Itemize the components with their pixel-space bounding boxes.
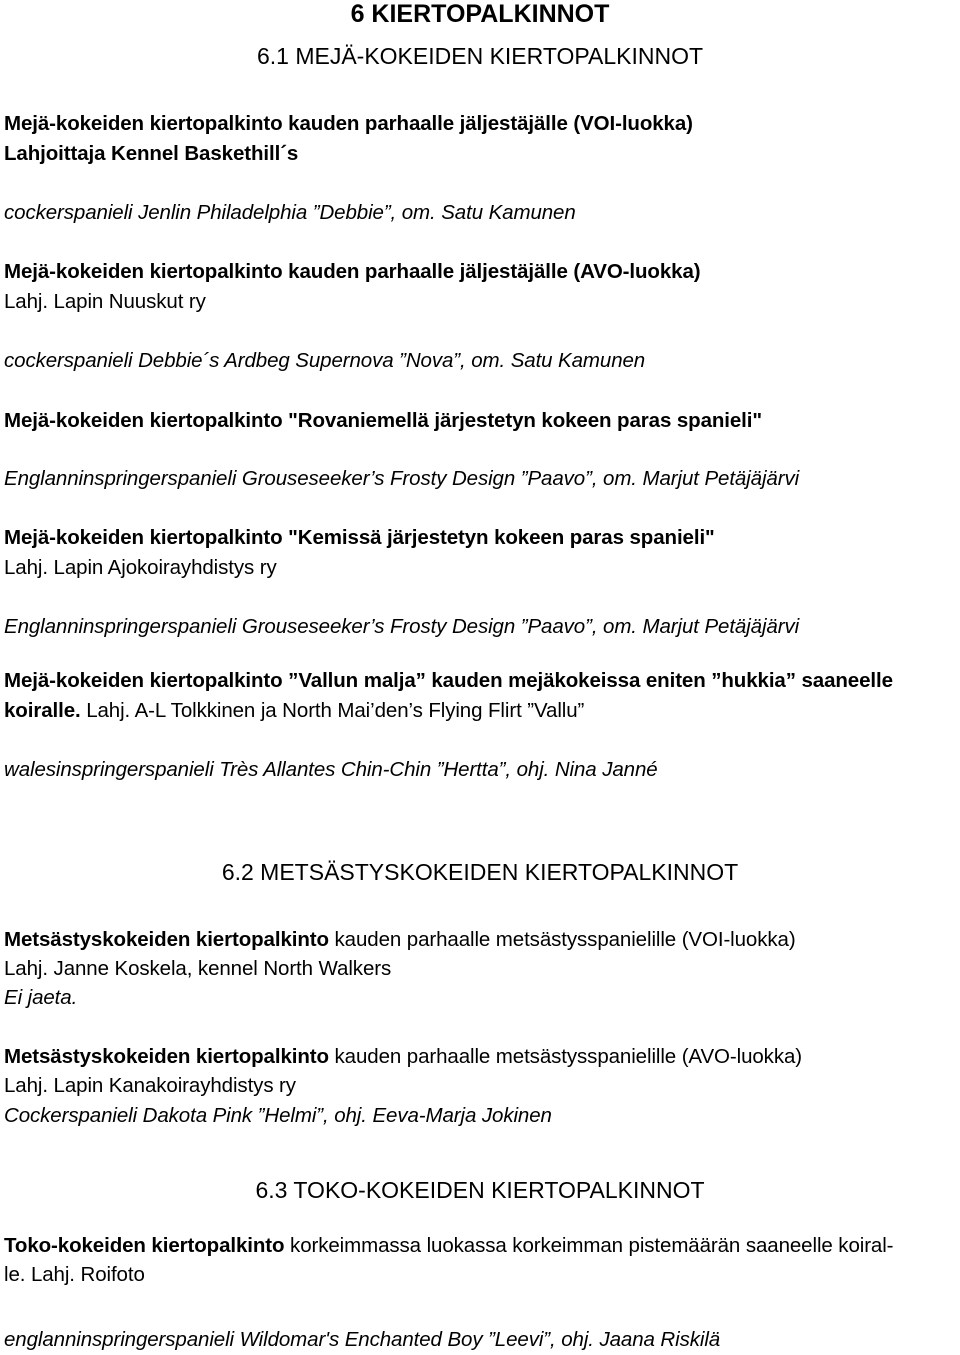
award-winner: englanninspringerspanieli Wildomar's Enchanted Boy ”Leevi”, ohj. Jaana Riskilä — [4, 1328, 721, 1351]
award-winner: cockerspanieli Jenlin Philadelphia ”Debbie”, om. Satu Kamunen — [4, 201, 576, 224]
award-title: Mejä-kokeiden kiertopalkinto ”Vallun malja” kauden mejäkokeissa eniten ”hukkia” saaneelle — [4, 669, 893, 692]
award-donor: Lahj. Lapin Ajokoirayhdistys ry — [4, 556, 277, 579]
award-winner: Englanninspringerspanieli Grouseseeker’s Frosty Design ”Paavo”, om. Marjut Petäjäjärvi — [4, 467, 800, 490]
award-title: Mejä-kokeiden kiertopalkinto "Rovaniemellä järjestetyn kokeen paras spanieli" — [4, 409, 762, 432]
award-title-rest: kauden parhaalle metsästysspanielille (AVO-luokka) — [328, 1045, 803, 1068]
award-title — [4, 1234, 893, 1258]
section-heading-meja: 6.1 MEJÄ-KOKEIDEN KIERTOPALKINNOT — [256, 43, 704, 69]
award-donor: le. Lahj. Roifoto — [4, 1263, 145, 1286]
award-donor: Lahj. Lapin Kanakoirayhdistys ry — [4, 1074, 296, 1097]
award-donor: Lahj. Lapin Nuuskut ry — [4, 290, 206, 313]
award-winner: Cockerspanieli Dakota Pink ”Helmi”, ohj. Eeva-Marja Jokinen — [4, 1104, 552, 1127]
section-heading-metsastys: 6.2 METSÄSTYSKOKEIDEN KIERTOPALKINNOT — [221, 859, 739, 885]
award-title-bold: Metsästyskokeiden kiertopalkinto — [4, 1045, 329, 1068]
award-winner: Englanninspringerspanieli Grouseseeker’s Frosty Design ”Paavo”, om. Marjut Petäjäjärvi — [4, 615, 800, 638]
award-title — [4, 1045, 802, 1069]
award-winner: Ei jaeta. — [4, 986, 78, 1009]
award-title-continued — [4, 699, 584, 723]
award-donor: Lahj. A-L Tolkkinen ja North Mai’den’s Flying Flirt ”Vallu” — [80, 699, 585, 722]
award-winner: cockerspanieli Debbie´s Ardbeg Supernova ”Nova”, om. Satu Kamunen — [4, 349, 646, 372]
award-winner: walesinspringerspanieli Très Allantes Chin-Chin ”Hertta”, ohj. Nina Janné — [4, 758, 658, 781]
section-heading-toko: 6.3 TOKO-KOKEIDEN KIERTOPALKINNOT — [255, 1177, 705, 1203]
award-title-rest: korkeimmassa luokassa korkeimman pistemäärän saaneelle koiral- — [284, 1234, 894, 1257]
award-title: Mejä-kokeiden kiertopalkinto kauden parhaalle jäljestäjälle (AVO-luokka) — [4, 260, 701, 283]
award-donor: Lahjoittaja Kennel Baskethill´s — [4, 142, 299, 165]
award-donor: Lahj. Janne Koskela, kennel North Walkers — [4, 957, 392, 980]
award-title-end: koiralle. — [4, 699, 81, 722]
award-title-bold: Metsästyskokeiden kiertopalkinto — [4, 928, 329, 951]
award-title: Mejä-kokeiden kiertopalkinto "Kemissä järjestetyn kokeen paras spanieli" — [4, 526, 715, 549]
page-title: 6 KIERTOPALKINNOT — [350, 0, 610, 28]
award-title-bold: Toko-kokeiden kiertopalkinto — [4, 1234, 285, 1257]
award-title — [4, 928, 796, 952]
award-title: Mejä-kokeiden kiertopalkinto kauden parhaalle jäljestäjälle (VOI-luokka) — [4, 112, 693, 135]
award-title-rest: kauden parhaalle metsästysspanielille (VOI-luokka) — [328, 928, 796, 951]
